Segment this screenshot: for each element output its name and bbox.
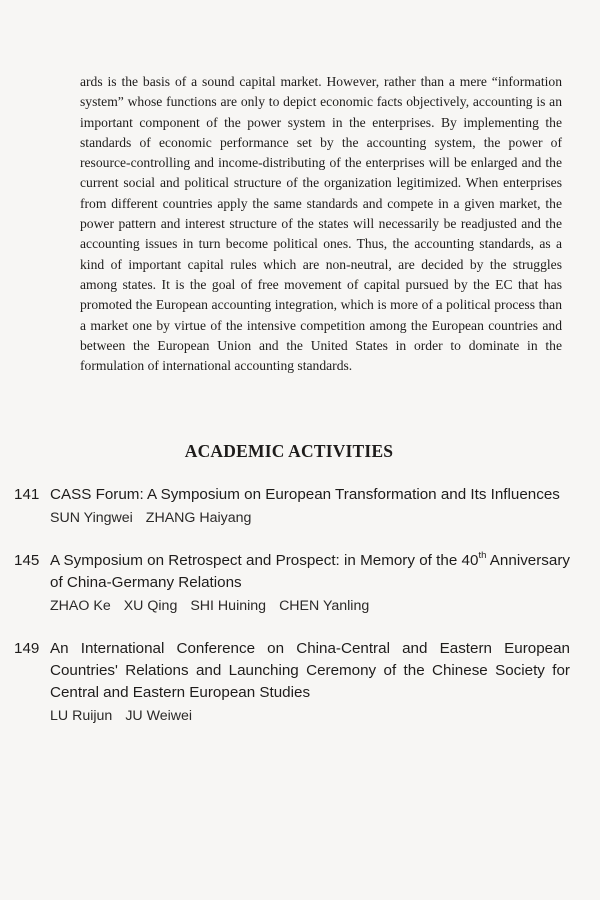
section-heading: ACADEMIC ACTIVITIES bbox=[184, 441, 394, 461]
page-number: 149 bbox=[14, 640, 40, 657]
entry-body bbox=[50, 638, 570, 727]
page-number: 141 bbox=[14, 486, 40, 503]
activities-list bbox=[14, 484, 570, 727]
list-item bbox=[14, 638, 570, 727]
entry-title: An International Conference on China-Central and Eastern European Countries' Relations and Launching Ceremony of the Chinese Society for Central and Eastern European Studies bbox=[50, 640, 570, 701]
author-name: CHEN Yanling bbox=[279, 598, 370, 614]
author-name: ZHANG Haiyang bbox=[145, 510, 252, 526]
entry-title bbox=[50, 550, 570, 594]
entry-body bbox=[50, 550, 570, 617]
page-number: 145 bbox=[14, 552, 40, 569]
entry-body bbox=[50, 484, 570, 529]
abstract-paragraph: ards is the basis of a sound capital market. However, rather than a mere “information system” whose functions are only to depict economic facts objectively, accounting is an important component of the power system in the enterprises. By implementing the standards of economic performance set by the accounting system, the power of resource-controlling and income-distributing of the enterprises will be enlarged and the current social and political structure of the organization legitimized. When enterprises from different countries apply the same standards and compete in a given market, the power pattern and interest structure of the states will necessarily be readjusted and the accounting issues in turn become political ones. Thus, the accounting standards, as a kind of important capital rules which are non-neutral, are decided by the struggles among states. It is the goal of free movement of capital pursued by the EC that has promoted the European accounting integration, which is more of a political process than a market one by virtue of the intensive competition among the European countries and between the European Union and the United States in order to dominate in the formulation of international accounting standards. bbox=[80, 74, 562, 374]
entry-authors bbox=[50, 507, 570, 529]
entry-authors bbox=[50, 595, 570, 617]
author-name: XU Qing bbox=[123, 598, 178, 614]
author-name: ZHAO Ke bbox=[50, 598, 111, 614]
author-name: SUN Yingwei bbox=[50, 510, 133, 526]
entry-title: CASS Forum: A Symposium on European Transformation and Its Influences bbox=[50, 486, 560, 503]
entry-title-superscript: th bbox=[478, 549, 487, 561]
list-item bbox=[14, 484, 570, 529]
entry-title-part: A Symposium on Retrospect and Prospect: in Memory of the 40 bbox=[50, 552, 479, 569]
entry-authors bbox=[50, 705, 570, 727]
author-name: SHI Huining bbox=[190, 598, 267, 614]
author-name: LU Ruijun bbox=[50, 708, 113, 724]
list-item bbox=[14, 550, 570, 617]
author-name: JU Weiwei bbox=[125, 708, 193, 724]
entry-title-part: Anniversary of China-Germany Relations bbox=[50, 552, 570, 591]
